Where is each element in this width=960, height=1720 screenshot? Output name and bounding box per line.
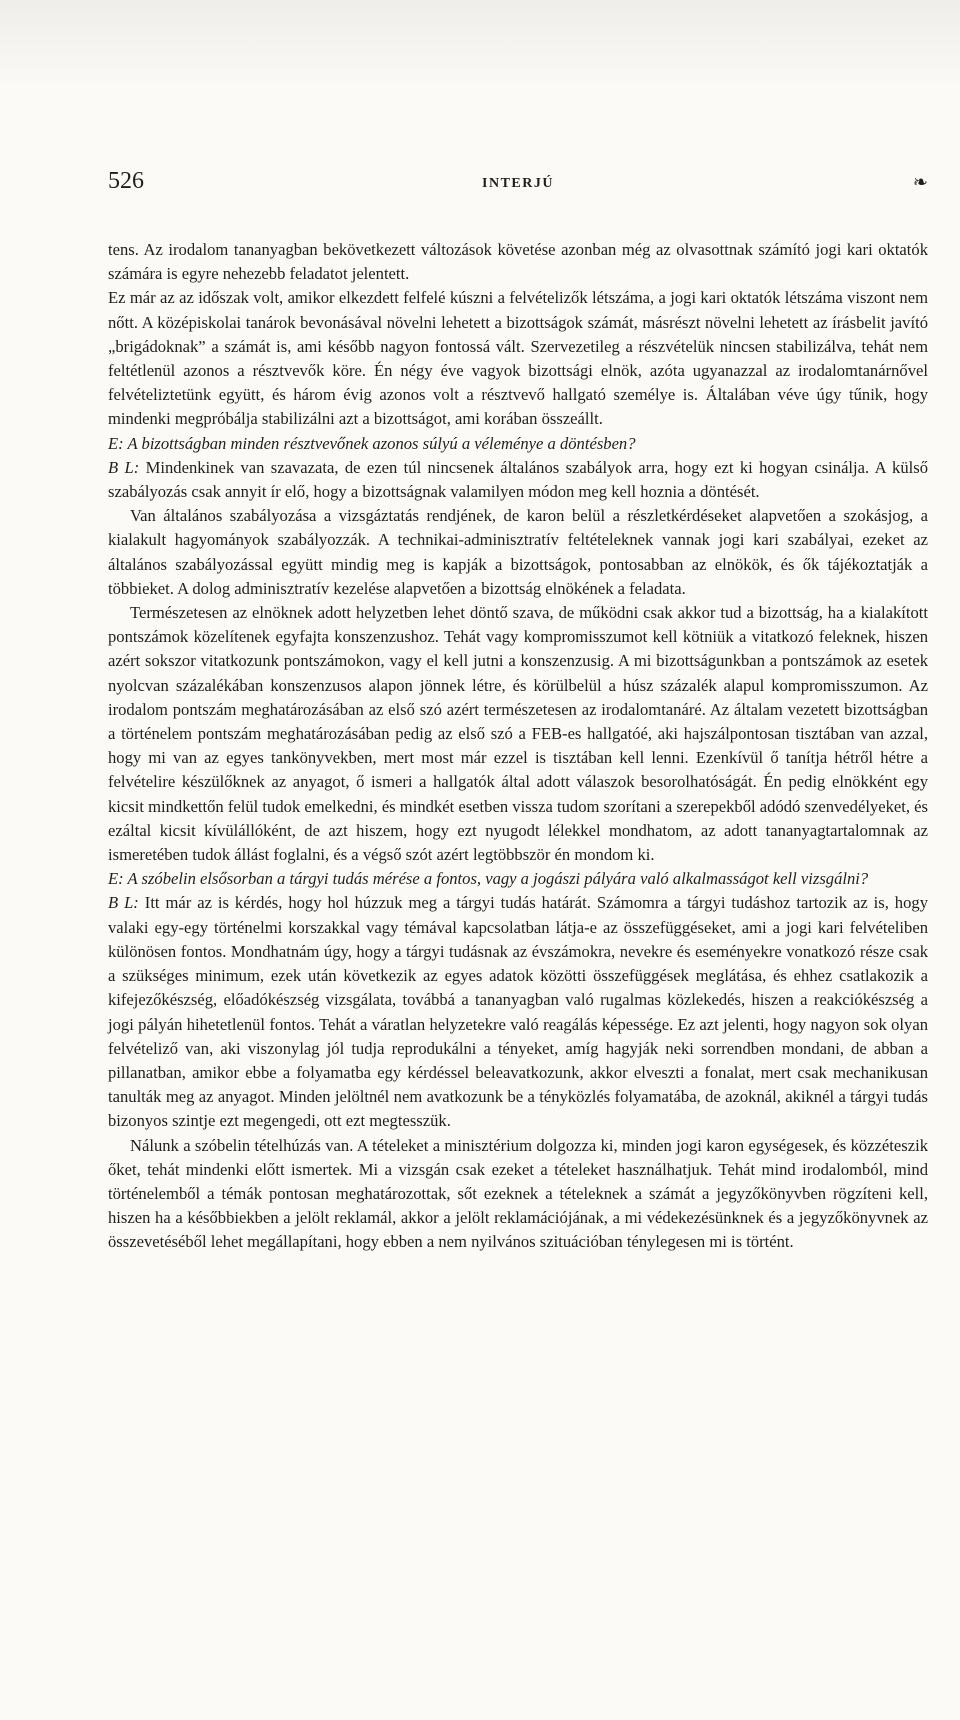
paragraph xyxy=(108,1134,928,1255)
paragraph-text: Ez már az az időszak volt, amikor elkezdett felfelé kúszni a felvételizők létszáma, a jogi kari oktatók létszáma viszont nem nőtt. A középiskolai tanárok bevonásával növelni lehetett a bizottságok számát, másrészt növelni lehetett az írásbelit javító „brigádoknak” a számát is, ami később nagyon fontossá vált. Szervezetileg a részvételük nincsen stabilizálva, tehát nem feltétlenül azonos a résztvevők köre. Én négy éve vagyok bizottsági elnök, azóta ugyanazzal az irodalomtanárnővel felvételiztetünk együtt, és három évig azonos volt a résztvevő hallgató személye is. Általában véve úgy tűnik, hogy mindenki megpróbálja stabilizálni azt a bizottságot, ami korában összeállt. xyxy=(108,288,928,429)
page-body xyxy=(108,238,928,1255)
paragraph xyxy=(108,504,928,601)
paragraph-text: Van általános szabályozása a vizsgáztatás rendjének, de karon belül a részletkérdéseket alapvetően a szokásjog, a kialakult hagyományok szabályozzák. A technikai-adminisztratív feltételeknek vannak jogi kari szabályai, ezeket az általános szabályozással együtt mindig meg is kapják a bizottságok, pontosabban az elnökök, és ők tájékoztatják a többieket. A dolog adminisztratív kezelése alapvetően a bizottság elnökének a feladata. xyxy=(108,506,928,598)
interview-question xyxy=(108,867,928,891)
answer-speaker: B L: xyxy=(108,893,139,913)
interview-answer xyxy=(108,456,928,504)
question-text: A bizottságban minden résztvevőnek azonos súlyú a véleménye a döntésben? xyxy=(127,433,636,453)
paragraph-text: Nálunk a szóbelin tételhúzás van. A tételeket a minisztérium dolgozza ki, minden jogi karon egységesek, és közzéteszik őket, tehát mindenki előtt ismertek. Mi a vizsgán csak ezeket a tételeket használhatjuk. Tehát mind irodalomból, mind történelemből a témák pontosan meghatározottak, sőt ezeknek a tételeknek a számát a jegyzőkönyvben rögzíteni kell, hiszen ha a későbbiekben a jelölt reklamál, akkor a jelölt reklamációjának, a mi védekezésünknek és a jegyzőkönyvnek az összevetéséből lehet megállapítani, hogy ebben a nem nyilvános szituációban ténylegesen mi is történt. xyxy=(108,1135,928,1252)
paragraph-text: tens. Az irodalom tananyagban bekövetkezett változások követése azonban még az olvasottnak számító jogi kari oktatók számára is egyre nehezebb feladatot jelentett. xyxy=(108,240,928,284)
page-number: 526 xyxy=(108,168,144,194)
answer-text: Itt már az is kérdés, hogy hol húzzuk meg a tárgyi tudás határát. Számomra a tárgyi tudáshoz tartozik az is, hogy valaki egy-egy történelmi korszakkal vagy témával kapcsolatban látja-e az összefüggéseket, ami a jogi kari felvételiben különösen fontos. Mondhatnám úgy, hogy a tárgyi tudásnak az évszámokra, nevekre és eseményekre vonatkozó része csak a szükséges minimum, ezek után következik az egyes adatok közötti összefüggések meglátása, és ehhez csatlakozik a kifejezőkészség, előadókészség vizsgálata, továbbá a tananyagban való rugalmas közlekedés, hiszen a reakciókészség a jogi pályán hihetetlenül fontos. Tehát a váratlan helyzetekre való reagálás képessége. Ez azt jelenti, hogy nagyon sok olyan felvételiző van, aki viszonylag jól tudja reprodukálni a tényeket, amíg hagyják neki sorrendben mondani, de abban a pillanatban, amikor ebbe a folyamatba egy kérdéssel beleavatkozunk, akkor elveszti a fonalat, mert csak mechanikusan tanulták meg az anyagot. Minden jelöltnél nem avatkozunk be a tényközlés folyamatába, de azoknál, akiknél a tárgyi tudás bizonyos szintje ezt megengedi, ott ezt megtesszük. xyxy=(108,893,928,1131)
answer-text: Mindenkinek van szavazata, de ezen túl nincsenek általános szabályok arra, hogy ezt ki hogyan csinálja. A külső szabályozás csak annyit ír elő, hogy a bizottságnak valamilyen módon meg kell hoznia a döntését. xyxy=(108,457,928,502)
paragraph xyxy=(108,286,928,431)
paragraph xyxy=(108,238,928,286)
scan-edge-shadow xyxy=(0,0,960,90)
interview-answer xyxy=(108,891,928,1133)
running-head: INTERJÚ xyxy=(482,176,554,191)
answer-speaker: B L: xyxy=(108,457,140,477)
fleuron-icon: ❧ xyxy=(912,172,928,193)
question-speaker: E: xyxy=(108,433,124,453)
question-text: A szóbelin elsősorban a tárgyi tudás mérése a fontos, vagy a jogászi pályára való alkalmasságot kell vizsgálni? xyxy=(127,869,869,889)
interview-question xyxy=(108,432,928,456)
paragraph-text: Természetesen az elnöknek adott helyzetben lehet döntő szava, de működni csak akkor tud a bizottság, ha a kialakított pontszámok közelítenek egyfajta konszenzushoz. Tehát vagy kompromisszumot kell kötniük a vitatkozó feleknek, hiszen azért sokszor vitatkozunk pontszámokon, vagy el kell jutni a konszenzusig. A mi bizottságunkban a pontszámok az esetek nyolcvan százalékában konszenzusos alapon jönnek létre, és körülbelül a húsz százalék alapul kompromisszumon. Az irodalom pontszám meghatározásában az első szó azért természetesen az irodalomtanáré. Az általam vezetett bizottságban a történelem pontszám meghatározásában pedig az első szó a FEB-es hallgatóé, aki hajszálpontosan tisztában van azzal, hogy mi van az egyes tankönyvekben, mert most már ezzel is tisztában kell lenni. Ezenkívül ő tanítja hétről hétre a felvételire készülőknek az anyagot, ő ismeri a hallgatók által adott válaszok besorolhatóságát. Én pedig elnökként egy kicsit mindkettőn felül tudok emelkedni, és mindkét esetben vissza tudom szorítani a szerepekből adódó szenvedélyeket, és ezáltal kicsit kívülállóként, de azt hiszem, hogy ezt nyugodt lélekkel mondhatom, az adott tananyagtartalomnak az ismeretében tudok állást foglalni, és a végső szót azért legtöbbször én mondom ki. xyxy=(108,603,928,865)
paragraph xyxy=(108,601,928,867)
page-header xyxy=(108,168,928,208)
question-speaker: E: xyxy=(108,869,124,889)
